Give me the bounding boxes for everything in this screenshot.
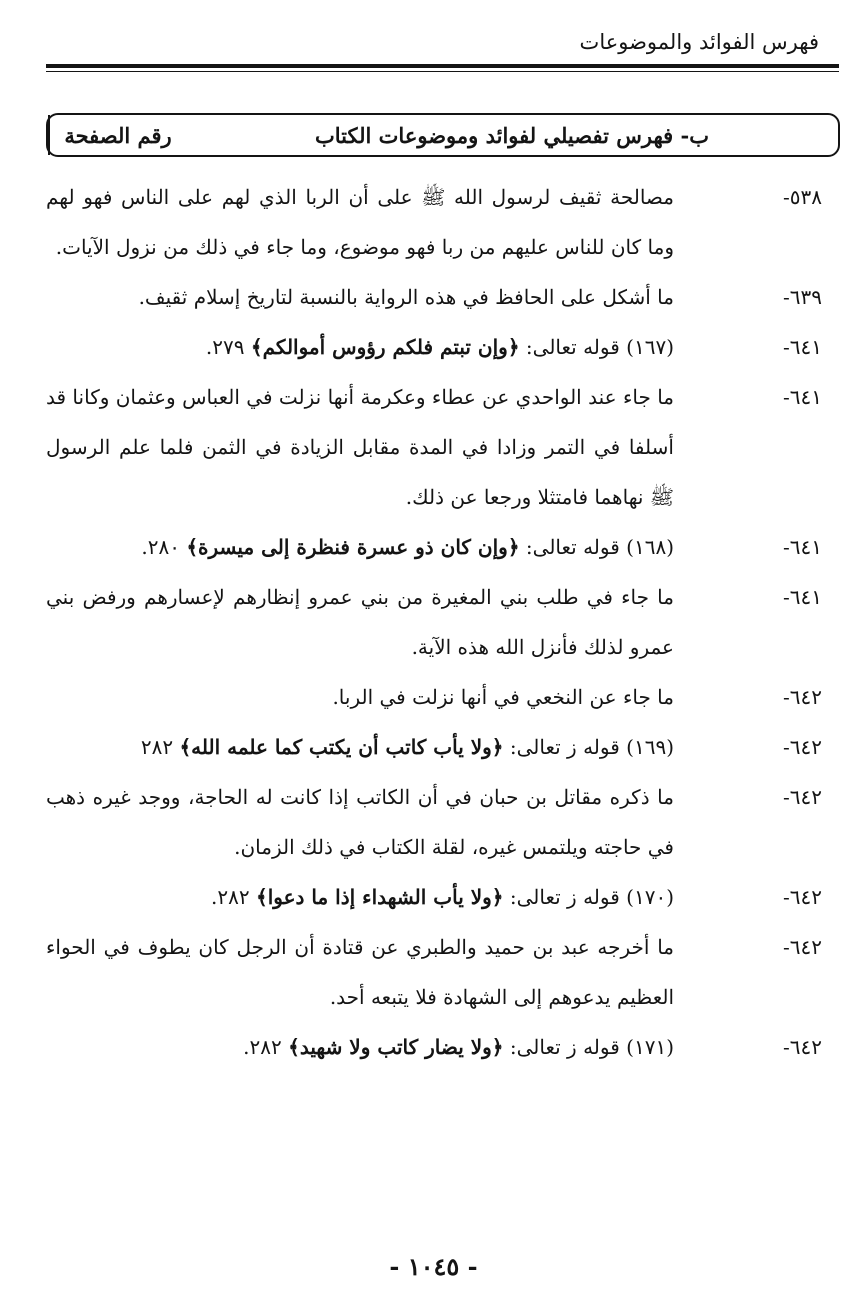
entry-page-number: ٦٣٩-	[783, 285, 822, 309]
entry-text: (١٦٩) قوله ز تعالى: ﴿ولا يأب كاتب أن يكتب كما علمه الله﴾ ٢٨٢	[140, 735, 674, 759]
entry-page-number: ٦٤١-	[783, 585, 822, 609]
entry-page-number: ٦٤٢-	[783, 735, 822, 759]
header-rule-thin	[46, 71, 839, 72]
page-number: - ١٠٤٥ -	[389, 1252, 478, 1281]
verse-quote: ﴿وإن كان ذو عسرة فنظرة إلى ميسرة﴾	[186, 535, 520, 559]
entry-text: ما أشكل على الحافظ في هذه الرواية بالنسبة لتاريخ إسلام ثقيف.	[138, 285, 674, 309]
entry-text: (١٧٠) قوله ز تعالى: ﴿ولا يأب الشهداء إذا ما دعوا﴾ ٢٨٢.	[211, 885, 674, 909]
index-entry	[46, 922, 840, 1022]
index-entry	[46, 672, 840, 722]
entry-page-number: ٦٤١-	[783, 535, 822, 559]
entry-text: ما جاء عن النخعي في أنها نزلت في الربا.	[332, 685, 674, 709]
entry-text: (١٦٧) قوله تعالى: ﴿وإن تبتم فلكم رؤوس أموالكم﴾ ٢٧٩.	[205, 335, 674, 359]
entry-page-number: ٦٤١-	[783, 335, 822, 359]
index-entry	[46, 272, 840, 322]
entry-page-number: ٦٤٢-	[783, 685, 822, 709]
running-header: فهرس الفوائد والموضوعات	[579, 30, 819, 54]
index-entry	[46, 172, 840, 272]
verse-quote: ﴿ولا يضار كاتب ولا شهيد﴾	[288, 1035, 504, 1059]
entry-page-number: ٦٤١-	[783, 385, 822, 409]
entry-text: ما جاء في طلب بني المغيرة من بني عمرو إنظارهم لإعسارهم ورفض بني عمرو لذلك فأنزل الله هذه الآية.	[46, 585, 674, 659]
header-rule-thick	[46, 64, 839, 68]
index-entry	[46, 772, 840, 872]
entry-text: ما ذكره مقاتل بن حبان في أن الكاتب إذا كانت له الحاجة، ووجد غيره ذهب في حاجته ويلتمس غيره، لقلة الكتاب في ذلك الزمان.	[46, 785, 674, 859]
verse-quote: ﴿وإن تبتم فلكم رؤوس أموالكم﴾	[250, 335, 520, 359]
entry-page-number: ٦٤٢-	[783, 785, 822, 809]
verse-quote: ﴿ولا يأب الشهداء إذا ما دعوا﴾	[256, 885, 504, 909]
entry-page-number: ٦٤٢-	[783, 935, 822, 959]
index-table-header	[46, 113, 840, 157]
index-entry	[46, 372, 840, 522]
entry-text: ما أخرجه عبد بن حميد والطبري عن قتادة أن الرجل كان يطوف في الحواء العظيم يدعوهم إلى الشهادة فلا يتبعه أحد.	[46, 935, 674, 1009]
title-column-header: ب- فهرس تفصيلي لفوائد وموضوعات الكتاب	[315, 122, 709, 148]
index-entry	[46, 322, 840, 372]
verse-quote: ﴿ولا يأب كاتب أن يكتب كما علمه الله﴾	[179, 735, 504, 759]
index-entry	[46, 1022, 840, 1072]
entry-page-number: ٦٤٢-	[783, 1035, 822, 1059]
page-column-header: رقم الصفحة	[48, 115, 186, 155]
index-entry	[46, 722, 840, 772]
index-entry	[46, 872, 840, 922]
entry-page-number: ٥٣٨-	[783, 185, 822, 209]
entry-page-number: ٦٤٢-	[783, 885, 822, 909]
entry-text: ما جاء عند الواحدي عن عطاء وعكرمة أنها نزلت في العباس وعثمان وكانا قد أسلفا في التمر وزادا في المدة مقابل الزيادة في الثمن فلما علم الرسول ﷺ نهاهما فامتثلا ورجعا عن ذلك.	[46, 385, 674, 509]
entry-text: (١٧١) قوله ز تعالى: ﴿ولا يضار كاتب ولا شهيد﴾ ٢٨٢.	[243, 1035, 674, 1059]
index-entry	[46, 522, 840, 572]
index-entry	[46, 572, 840, 672]
index-entries	[46, 172, 840, 1072]
entry-text: مصالحة ثقيف لرسول الله ﷺ على أن الربا الذي لهم على الناس فهو لهم وما كان للناس عليهم من ربا فهو موضوع، وما جاء في ذلك من نزول الآيات.	[46, 185, 674, 259]
entry-text: (١٦٨) قوله تعالى: ﴿وإن كان ذو عسرة فنظرة إلى ميسرة﴾ ٢٨٠.	[141, 535, 674, 559]
